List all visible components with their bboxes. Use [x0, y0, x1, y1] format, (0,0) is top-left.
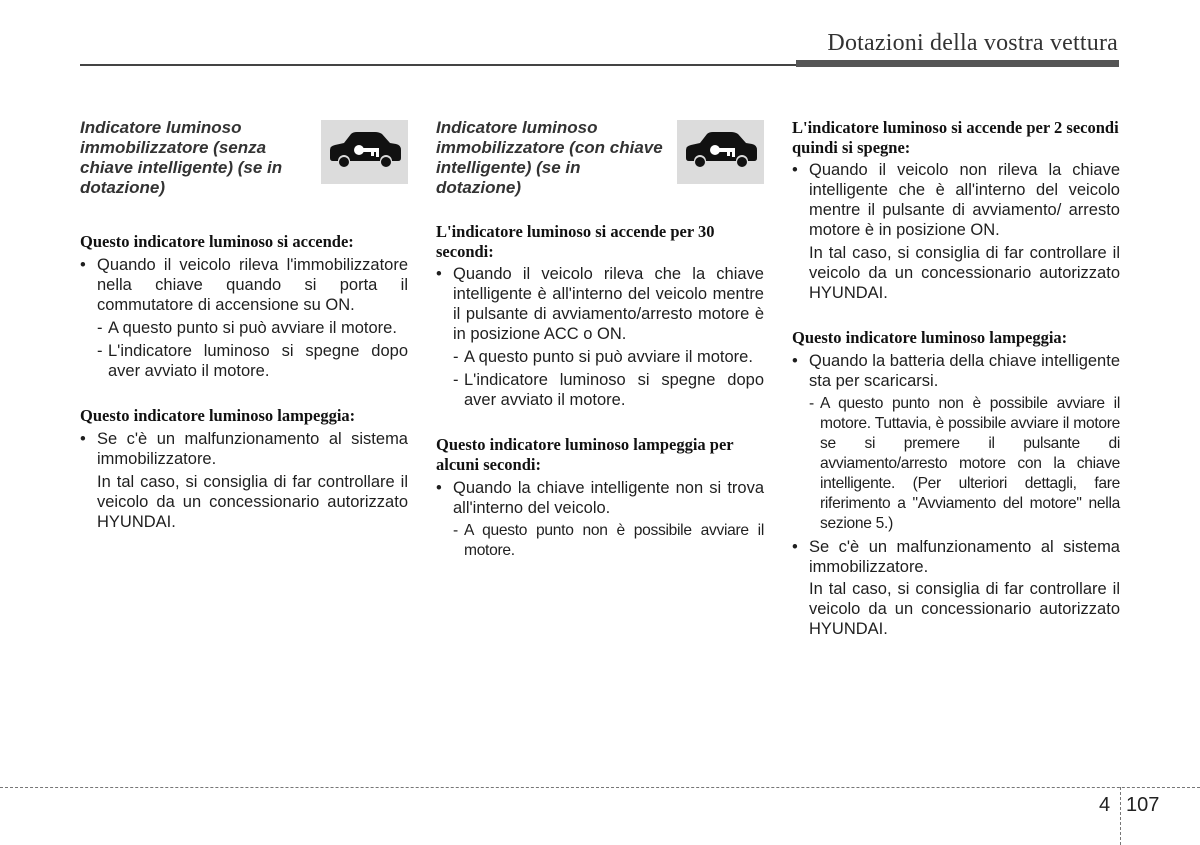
subsection-heading: L'indicatore luminoso si accende per 30 secondi:: [436, 222, 715, 261]
subsection-heading: L'indicatore luminoso si accende per 2 secondi quindi si spegne:: [792, 118, 1119, 157]
header-rule-bar: [796, 60, 1119, 67]
subsection-heading: Questo indicatore luminoso lampeggia per alcuni secondi:: [436, 435, 734, 474]
bullet-item: • Quando il veicolo rileva l'immobilizzatore nella chiave quando si porta il commutatore di accensione su ON.: [80, 255, 408, 315]
bullet-item: • Se c'è un malfunzionamento al sistema immobilizzatore.: [792, 537, 1120, 577]
section-title: Indicatore luminoso immobilizzatore (con chiave intelligente) (se in dotazione): [436, 118, 663, 197]
chapter-number: 4: [1099, 794, 1111, 816]
dash-item: - A questo punto si può avviare il motore.: [436, 347, 764, 367]
paragraph: In tal caso, si consiglia di far controllare il veicolo da un concessionario autorizzato HYUNDAI.: [809, 580, 1120, 638]
dash-item: - A questo punto non è possibile avviare il motore.: [436, 521, 764, 561]
bullet-item: • Quando il veicolo rileva che la chiave intelligente è all'interno del veicolo mentre il pulsante di avviamento/arresto motore è in posizione ACC o ON.: [436, 264, 764, 344]
car-key-indicator-icon: [321, 120, 408, 184]
page-number: 107: [1126, 794, 1160, 816]
column-1: [80, 118, 408, 532]
column-3: [792, 118, 1120, 639]
page-header-title: Dotazioni della vostra vettura: [827, 30, 1118, 56]
dash-item: - L'indicatore luminoso si spegne dopo aver avviato il motore.: [436, 370, 764, 410]
dash-item: - L'indicatore luminoso si spegne dopo aver avviato il motore.: [80, 341, 408, 381]
bullet-item: • Quando la batteria della chiave intelligente sta per scaricarsi.: [792, 351, 1120, 391]
section-title: Indicatore luminoso immobilizzatore (senza chiave intelligente) (se in dotazione): [80, 118, 283, 197]
column-2: [436, 118, 764, 561]
bullet-item: • Quando la chiave intelligente non si trova all'interno del veicolo.: [436, 478, 764, 518]
dash-item: - A questo punto non è possibile avviare il motore. Tuttavia, è possibile avviare il motore se si premere il pulsante di avviamento/arresto motore con la chiave intelligente. (Per ulteriori dettagli, fare riferimento a "Avviamento del motore" nella sezione 5.): [792, 394, 1120, 534]
bullet-item: • Se c'è un malfunzionamento al sistema immobilizzatore.: [80, 429, 408, 469]
footer-divider: [1120, 787, 1121, 845]
subsection-heading: Questo indicatore luminoso si accende:: [80, 232, 354, 251]
footer-rule: [0, 787, 1200, 788]
dash-item: - A questo punto si può avviare il motore.: [80, 318, 408, 338]
subsection-heading: Questo indicatore luminoso lampeggia:: [792, 328, 1068, 347]
header-rule: [80, 64, 800, 66]
paragraph: In tal caso, si consiglia di far controllare il veicolo da un concessionario autorizzato HYUNDAI.: [97, 473, 408, 531]
car-key-indicator-icon: [677, 120, 764, 184]
paragraph: In tal caso, si consiglia di far controllare il veicolo da un concessionario autorizzato HYUNDAI.: [809, 244, 1120, 302]
subsection-heading: Questo indicatore luminoso lampeggia:: [80, 406, 356, 425]
bullet-item: • Quando il veicolo non rileva la chiave intelligente che è all'interno del veicolo mentre il pulsante di avviamento/ arresto motore è in posizione ON.: [792, 160, 1120, 240]
